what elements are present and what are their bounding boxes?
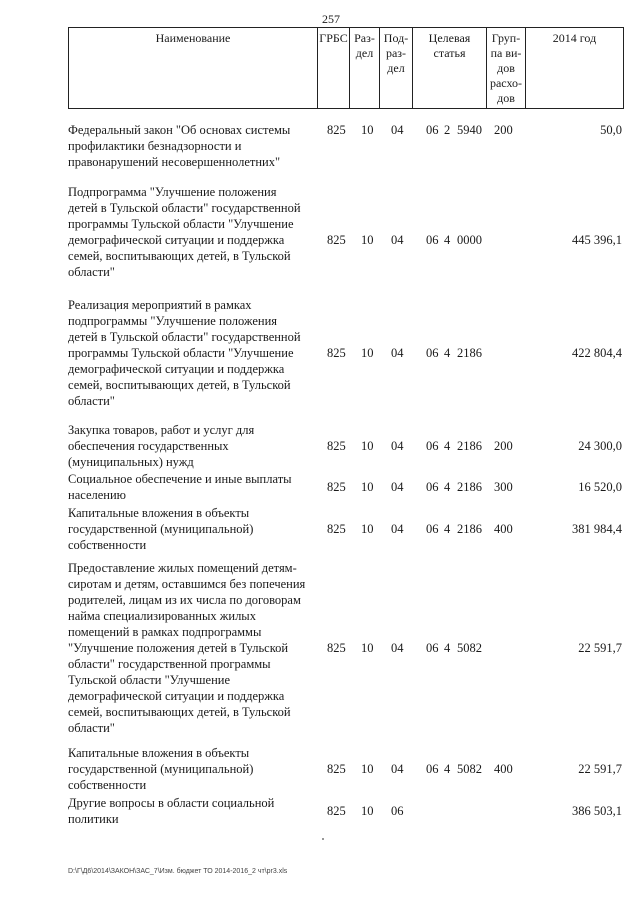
row-razdel: 10	[361, 804, 374, 818]
row-cs-direction: 0000	[457, 233, 482, 247]
row-amount: 386 503,1	[572, 804, 622, 818]
row-amount: 24 300,0	[578, 439, 622, 453]
row-cs-direction: 5082	[457, 641, 482, 655]
header-name: Наименование	[69, 28, 318, 108]
row-grbs: 825	[327, 480, 346, 494]
row-cs-program: 06	[426, 123, 439, 137]
row-cs-subprogram: 4	[444, 480, 451, 494]
row-grbs: 825	[327, 762, 346, 776]
row-podrazdel: 04	[391, 762, 404, 776]
row-name: Федеральный закон "Об основах системы профилактики безнадзорности и правонарушений несовершеннолетних"	[68, 123, 291, 169]
row-name: Закупка товаров, работ и услуг для обеспечения государственных (муниципальных) нужд	[68, 423, 255, 469]
row-amount: 22 591,7	[578, 641, 622, 655]
row-name: Подпрограмма "Улучшение положения детей в Тульской области" государственной программы Тульской области "Улучшение демографической ситуации и поддержка семей, воспитывающих детей, в Тульской области"	[68, 185, 301, 279]
row-name: Социальное обеспечение и иные выплаты населению	[68, 472, 292, 502]
row-grbs: 825	[327, 641, 346, 655]
row-podrazdel: 04	[391, 233, 404, 247]
row-amount: 22 591,7	[578, 762, 622, 776]
row-amount: 422 804,4	[572, 346, 622, 360]
row-razdel: 10	[361, 439, 374, 453]
header-year: 2014 год	[552, 31, 597, 45]
row-razdel: 10	[361, 641, 374, 655]
row-cs-program: 06	[426, 346, 439, 360]
row-cs-subprogram: 4	[444, 439, 451, 453]
row-podrazdel: 04	[391, 522, 404, 536]
row-grbs: 825	[327, 346, 346, 360]
row-cs-subprogram: 4	[444, 762, 451, 776]
row-cs-direction: 2186	[457, 480, 482, 494]
row-grbs: 825	[327, 522, 346, 536]
row-cs-program: 06	[426, 480, 439, 494]
header-grbs: ГРБС	[318, 28, 350, 108]
row-name: Предоставление жилых помещений детям- сиротам и детям, оставшимся без попечения родителей, лицам из их числа по договорам найма специализированных жилых помещений в рамках подпрограммы "Улучшение положения детей в Тульской области" государственной программы Тульской области "Улучшение демографической ситуации и поддержка семей, воспитывающих детей, в Тульской области"	[68, 561, 306, 735]
row-razdel: 10	[361, 480, 374, 494]
row-gruppa: 200	[494, 123, 513, 137]
row-grbs: 825	[327, 123, 346, 137]
row-podrazdel: 04	[391, 439, 404, 453]
row-cs-program: 06	[426, 233, 439, 247]
header-razdel: Раз- дел	[350, 28, 380, 108]
row-cs-subprogram: 4	[444, 522, 451, 536]
row-name: Капитальные вложения в объекты государственной (муниципальной) собственности	[68, 506, 254, 552]
row-cs-subprogram: 4	[444, 346, 451, 360]
row-podrazdel: 04	[391, 346, 404, 360]
file-path-footer: D:\Г\Д6\2014\ЗАКОН\ЗАС_7\Изм. бюджет ТО 2014-2016_2 чт\pr3.xls	[68, 868, 288, 875]
header-podrazdel: Под- раз- дел	[380, 28, 413, 108]
row-cs-program: 06	[426, 762, 439, 776]
row-cs-direction: 5940	[457, 123, 482, 137]
row-name: Капитальные вложения в объекты государственной (муниципальной) собственности	[68, 746, 254, 792]
row-podrazdel: 04	[391, 480, 404, 494]
row-podrazdel: 04	[391, 123, 404, 137]
row-amount: 16 520,0	[578, 480, 622, 494]
row-podrazdel: 06	[391, 804, 404, 818]
row-gruppa: 400	[494, 522, 513, 536]
row-grbs: 825	[327, 233, 346, 247]
row-podrazdel: 04	[391, 641, 404, 655]
row-cs-direction: 2186	[457, 522, 482, 536]
row-cs-program: 06	[426, 522, 439, 536]
row-cs-direction: 2186	[457, 346, 482, 360]
row-cs-subprogram: 2	[444, 123, 451, 137]
header-gruppa-vidov-rashodov: Груп- па ви- дов расхо- дов	[487, 28, 526, 108]
row-name: Другие вопросы в области социальной политики	[68, 796, 275, 826]
row-amount: 50,0	[600, 123, 622, 137]
row-razdel: 10	[361, 346, 374, 360]
table-header	[68, 27, 624, 109]
row-name: Реализация мероприятий в рамках подпрограммы "Улучшение положения детей в Тульской области" государственной программы Тульской области "Улучшение демографической ситуации и поддержка семей, воспитывающих детей, в Тульской области"	[68, 298, 301, 408]
row-cs-program: 06	[426, 439, 439, 453]
row-cs-subprogram: 4	[444, 233, 451, 247]
row-cs-program: 06	[426, 641, 439, 655]
row-razdel: 10	[361, 233, 374, 247]
row-cs-subprogram: 4	[444, 641, 451, 655]
row-amount: 445 396,1	[572, 233, 622, 247]
row-grbs: 825	[327, 804, 346, 818]
row-cs-direction: 2186	[457, 439, 482, 453]
row-amount: 381 984,4	[572, 522, 622, 536]
page-number: 257	[322, 12, 340, 26]
header-celevaya-statya: Целевая статья	[413, 28, 487, 108]
row-gruppa: 400	[494, 762, 513, 776]
row-gruppa: 300	[494, 480, 513, 494]
row-gruppa: 200	[494, 439, 513, 453]
row-razdel: 10	[361, 123, 374, 137]
row-razdel: 10	[361, 522, 374, 536]
row-razdel: 10	[361, 762, 374, 776]
scan-speck	[322, 838, 324, 840]
row-cs-direction: 5082	[457, 762, 482, 776]
row-grbs: 825	[327, 439, 346, 453]
